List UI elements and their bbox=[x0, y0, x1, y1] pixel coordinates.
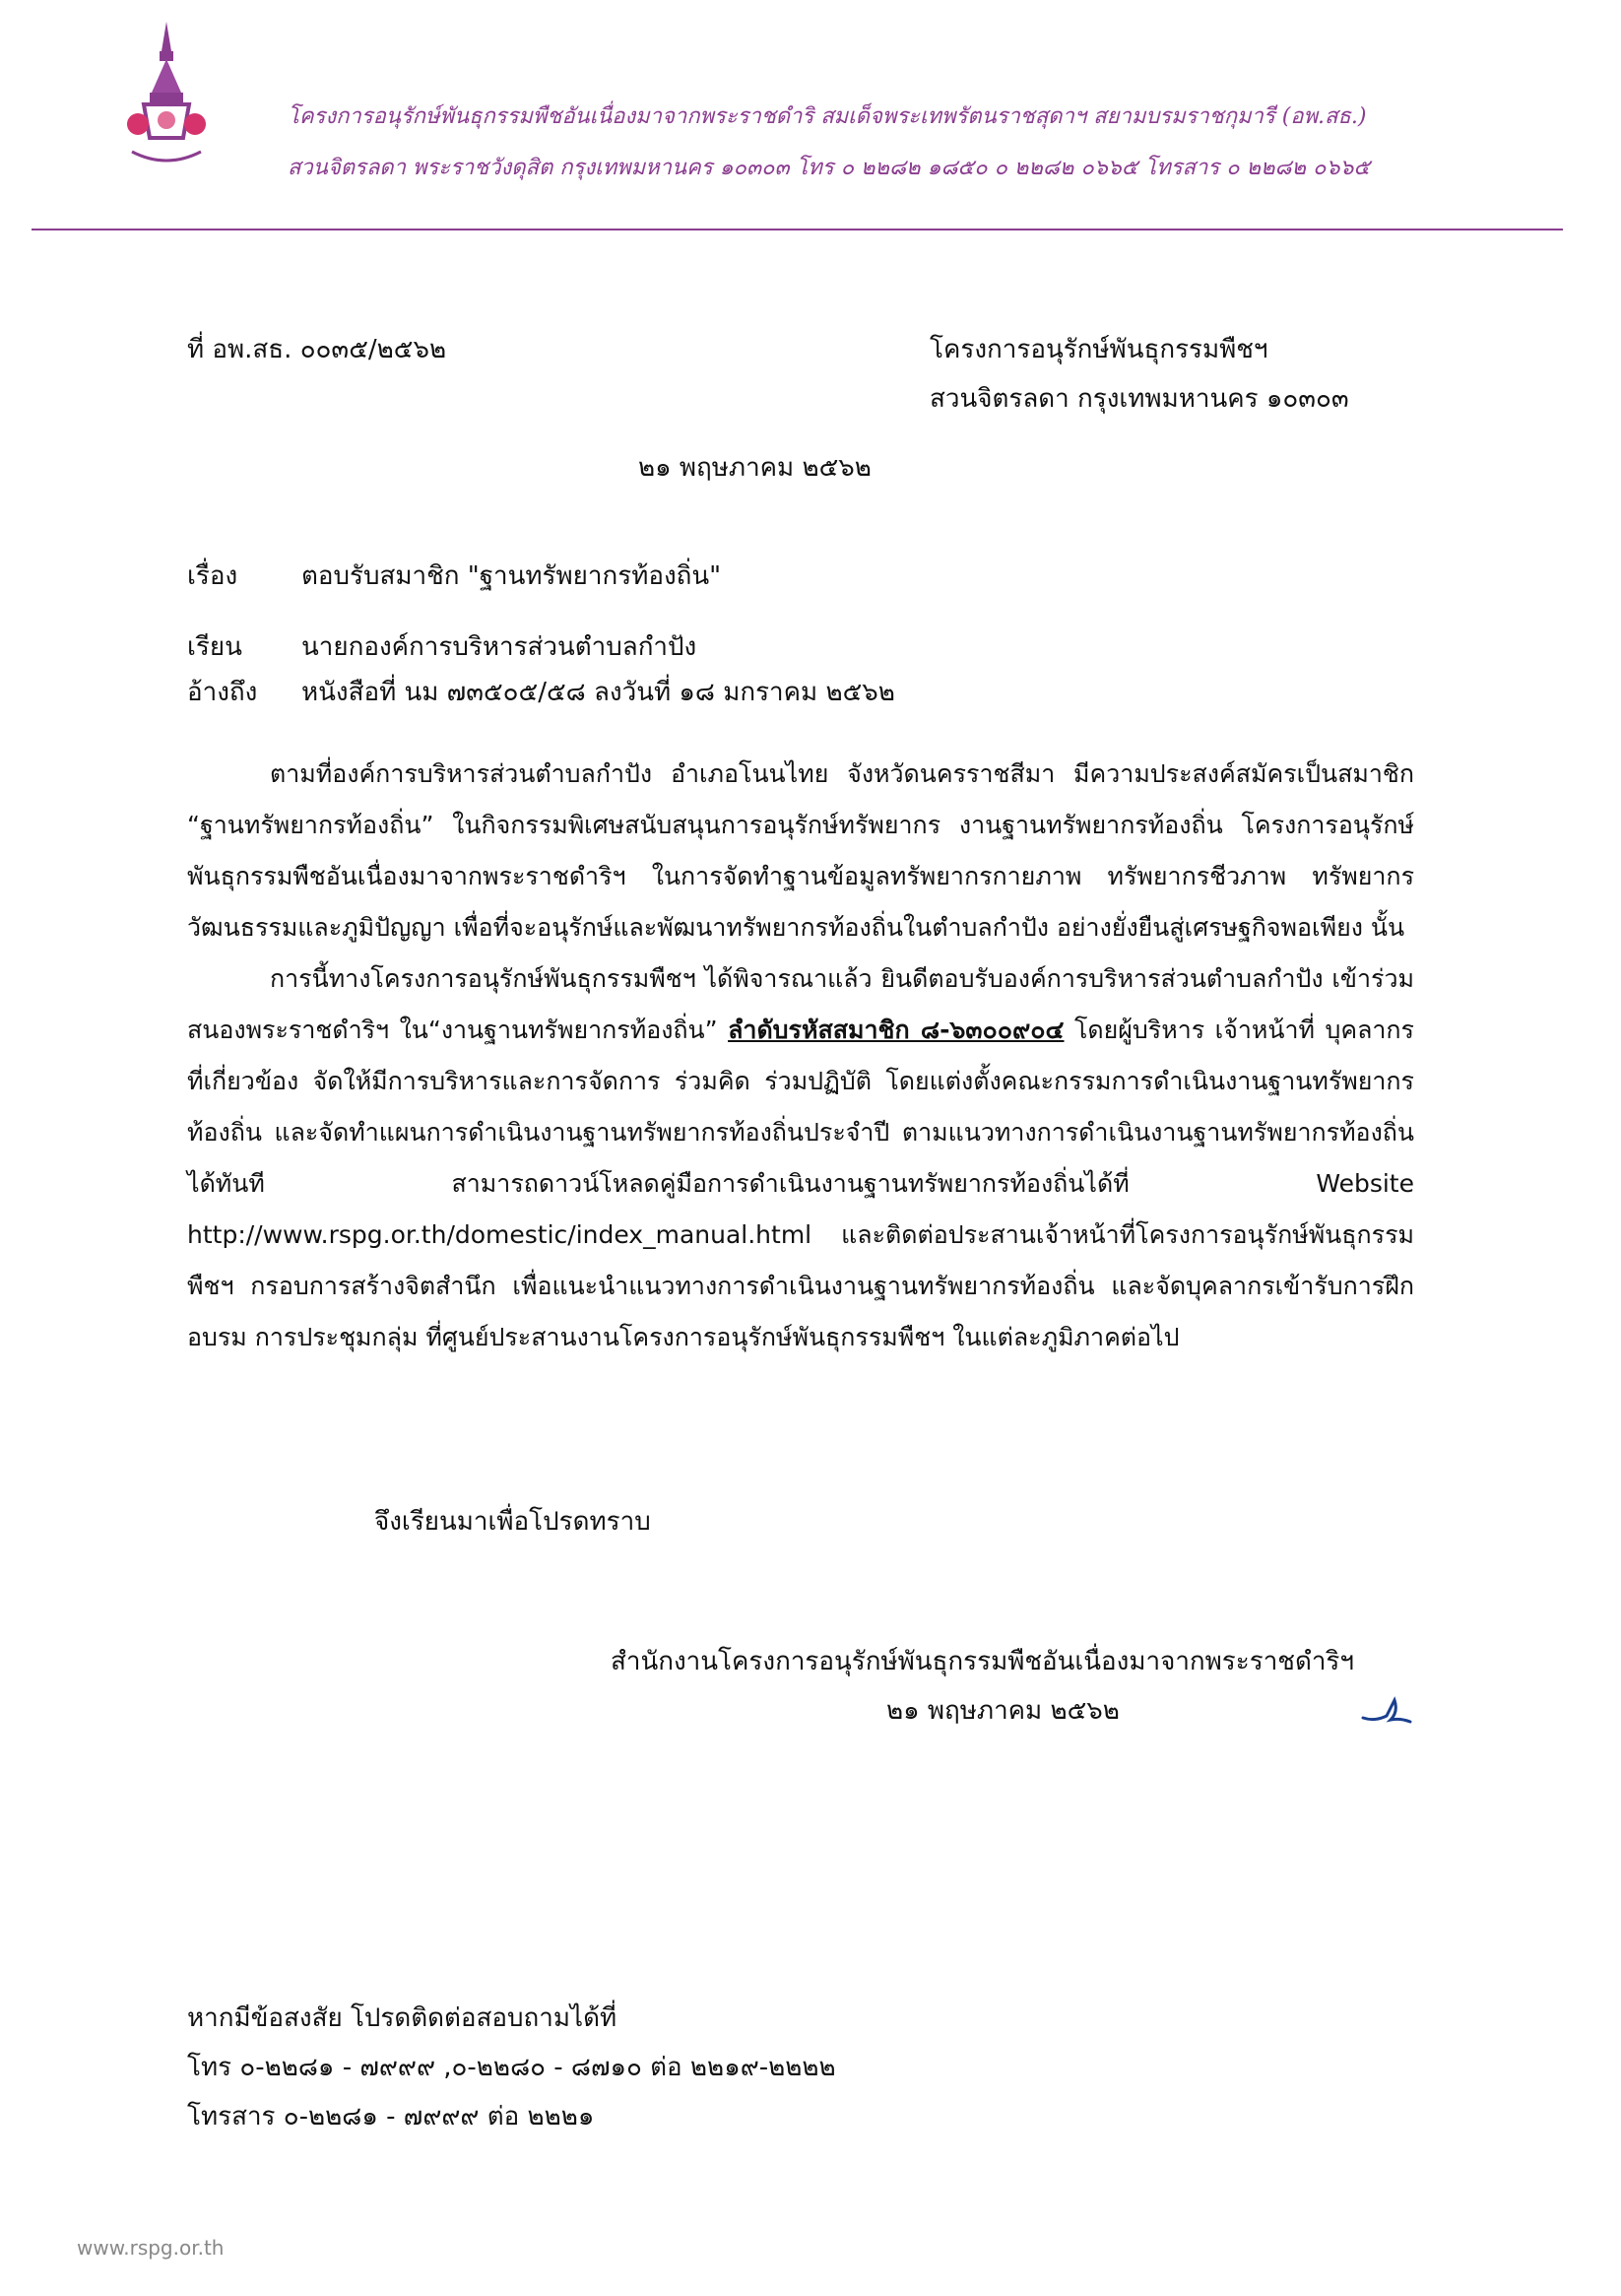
subject-text: ตอบรับสมาชิก "ฐานทรัพยากรท้องถิ่น" bbox=[301, 561, 722, 591]
reference-text: หนังสือที่ นม ๗๓๕๐๕/๕๘ ลงวันที่ ๑๘ มกราคม ๒๕๖๒ bbox=[301, 678, 895, 707]
document-date: ๒๑ พฤษภาคม ๒๕๖๒ bbox=[638, 453, 872, 483]
to-text: นายกองค์การบริหารส่วนตำบลกำปัง bbox=[301, 632, 697, 662]
to-label: เรียน bbox=[187, 632, 242, 662]
subject-label: เรื่อง bbox=[187, 561, 238, 591]
body-paragraph-1: ตามที่องค์การบริหารส่วนตำบลกำปัง อำเภอโนนไทย จังหวัดนครราชสีมา มีความประสงค์สมัครเป็นสมาชิก “ฐานทรัพยากรท้องถิ่น” ในกิจกรรมพิเศษสนับสนุนการอนุรักษ์ทรัพยากร งานฐานทรัพยากรท้องถิ่น โครงการอนุรักษ์พันธุกรรมพืชอันเนื่องมาจากพระราชดำริฯ ในการจัดทำฐานข้อมูลทรัพยากรกายภาพ ทรัพยากรชีวภาพ ทรัพยากรวัฒนธรรมและภูมิปัญญา เพื่อที่จะอนุรักษ์และพัฒนาทรัพยากรท้องถิ่นในตำบลกำปัง อย่างยั่งยืนสู่เศรษฐกิจพอเพียง นั้น bbox=[187, 759, 1414, 942]
paragraph-2-intro: การนี้ทางโครงการอนุรักษ์พันธุกรรมพืชฯ ได้พิจารณาแล้ว ยินดีตอบรับองค์การบริหารส่วนตำบลกำปัง เข้าร่วมสนองพระราชดำริฯ ใน“งานฐานทรัพยากรท้องถิ่น” bbox=[187, 964, 1414, 1044]
closing-text: จึงเรียนมาเพื่อโปรดทราบ bbox=[374, 1507, 651, 1537]
member-code: ลำดับรหัสสมาชิก ๘-๖๓๐๐๙๐๔ bbox=[728, 1016, 1065, 1044]
letterhead-line2: สวนจิตรลดา พระราชวังดุสิต กรุงเทพมหานคร ๑๐๓๐๓ โทร ๐ ๒๒๘๒ ๑๘๕๐ ๐ ๒๒๘๒ ๐๖๖๕ โทรสาร ๐ ๒๒๘๒ ๐๖๖๕ bbox=[288, 156, 1371, 180]
letterhead-line1: โครงการอนุรักษ์พันธุกรรมพืชอันเนื่องมาจากพระราชดำริ สมเด็จพระเทพรัตนราชสุดาฯ สยามบรมราชกุมารี (อพ.สธ.) bbox=[288, 104, 1367, 129]
contact-fax: โทรสาร ๐-๒๒๘๑ - ๗๙๙๙ ต่อ ๒๒๒๑ bbox=[187, 2102, 595, 2132]
contact-intro: หากมีข้อสงสัย โปรดติดต่อสอบถามได้ที่ bbox=[187, 2003, 617, 2033]
header-divider bbox=[32, 229, 1563, 230]
signature-icon bbox=[1361, 1692, 1412, 1726]
letter-body bbox=[187, 749, 1414, 1363]
contact-phone: โทร ๐-๒๒๘๑ - ๗๙๙๙ ,๐-๒๒๘๐ - ๘๗๑๐ ต่อ ๒๒๑๙-๒๒๒๒ bbox=[187, 2053, 836, 2082]
reference-label: อ้างถึง bbox=[187, 678, 258, 707]
sender-line2: สวนจิตรลดา กรุงเทพมหานคร ๑๐๓๐๓ bbox=[930, 384, 1349, 414]
royal-emblem-icon bbox=[126, 22, 207, 169]
sender-line1: โครงการอนุรักษ์พันธุกรรมพืชฯ bbox=[930, 335, 1268, 364]
footer-website: www.rspg.or.th bbox=[77, 2236, 225, 2260]
body-paragraph-2 bbox=[187, 953, 1414, 1363]
signoff-office: สำนักงานโครงการอนุรักษ์พันธุกรรมพืชอันเนื่องมาจากพระราชดำริฯ bbox=[611, 1647, 1354, 1676]
paragraph-2-rest: โดยผู้บริหาร เจ้าหน้าที่ บุคลากรที่เกี่ยวข้อง จัดให้มีการบริหารและการจัดการ ร่วมคิด ร่วมปฏิบัติ โดยแต่งตั้งคณะกรรมการดำเนินงานฐานทรัพยากรท้องถิ่น และจัดทำแผนการดำเนินงานฐานทรัพยากรท้องถิ่นประจำปี ตามแนวทางการดำเนินงานฐานทรัพยากรท้องถิ่นได้ทันที สามารถดาวน์โหลดคู่มือการดำเนินงานฐานทรัพยากรท้องถิ่นได้ที่ Website http://www.rspg.or.th/domestic/index_manual.html และติดต่อประสานเจ้าหน้าที่โครงการอนุรักษ์พันธุกรรมพืชฯ กรอบการสร้างจิตสำนึก เพื่อแนะนำแนวทางการดำเนินงานฐานทรัพยากรท้องถิ่น และจัดบุคลากรเข้ารับการฝึกอบรม การประชุมกลุ่ม ที่ศูนย์ประสานงานโครงการอนุรักษ์พันธุกรรมพืชฯ ในแต่ละภูมิภาคต่อไป bbox=[187, 1016, 1414, 1351]
document-number: ที่ อพ.สธ. ๐๐๓๕/๒๕๖๒ bbox=[187, 335, 447, 364]
signoff-date: ๒๑ พฤษภาคม ๒๕๖๒ bbox=[886, 1696, 1120, 1726]
